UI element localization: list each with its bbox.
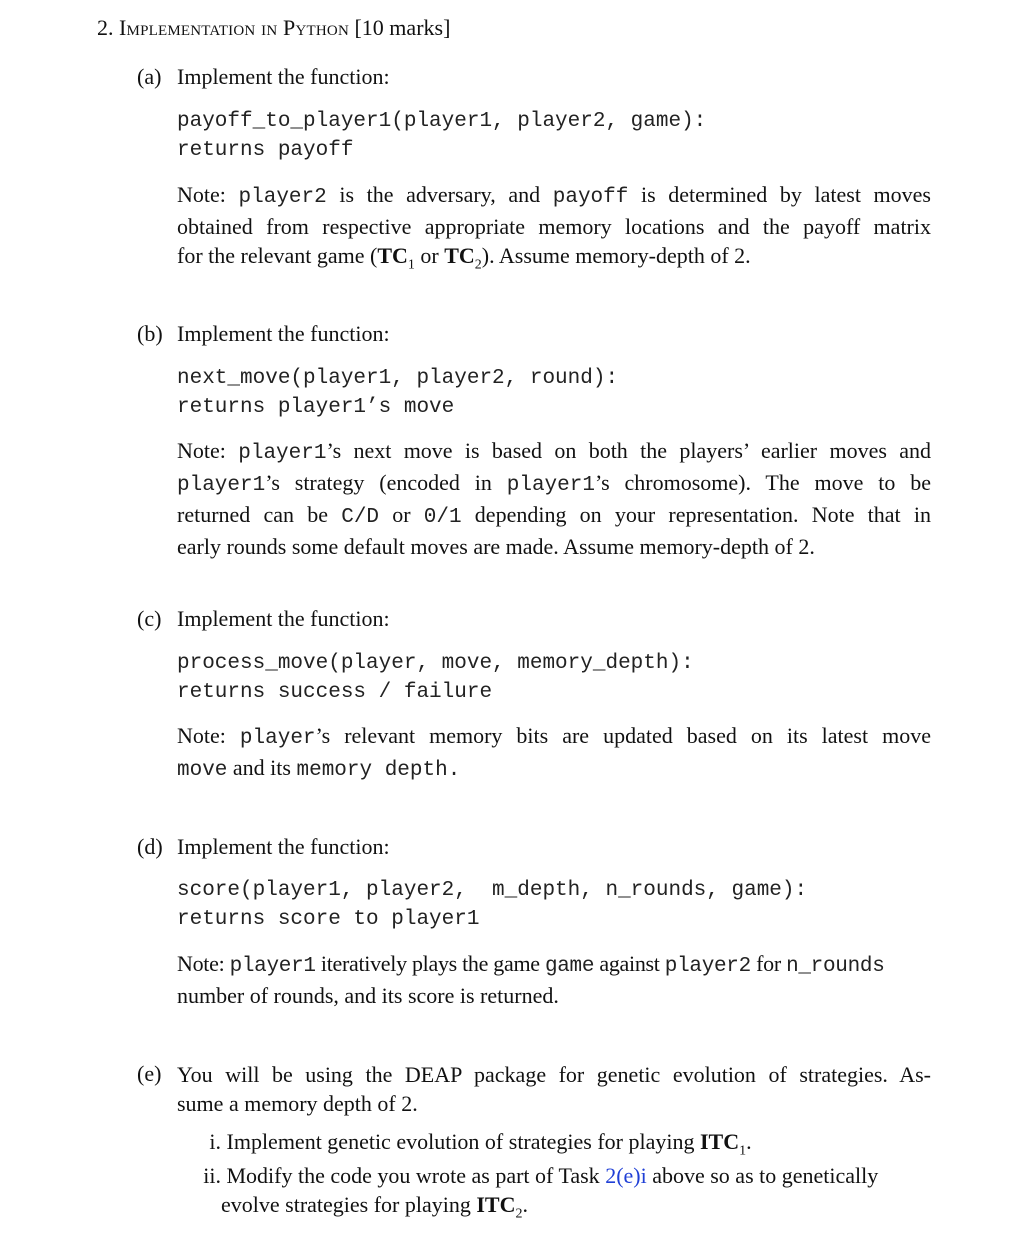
part-c-note: [177, 721, 931, 785]
part-c-intro: Implement the function:: [177, 606, 390, 631]
part-a-signature: payoff_to_player1(player1, player2, game):: [177, 110, 707, 133]
section-number: 2.: [97, 15, 114, 40]
part-e-item-ii: ii. Modify the code you wrote as part of Task 2(e)i above so as to genetically: [190, 1161, 878, 1190]
part-d-intro: Implement the function:: [177, 834, 390, 859]
note-line: number of rounds, and its score is returned.: [177, 983, 559, 1008]
note-line: returned can be C/D or 0/1 depending on your representation. Note that in: [177, 502, 931, 529]
part-a-note: [177, 180, 931, 279]
part-b-intro: Implement the function:: [177, 321, 390, 346]
note-line: move and its memory depth.: [177, 755, 461, 782]
section-heading: [97, 14, 450, 42]
part-e-item-ii-cont: evolve strategies for playing $ITC_2$.: [221, 1192, 528, 1222]
part-e-item-i: i. Implement genetic evolution of strategies for playing $ITC_1$.: [190, 1127, 752, 1165]
part-b-heading: [137, 320, 390, 348]
part-e-intro: [177, 1060, 931, 1118]
part-d-returns: returns score to player1: [177, 908, 480, 931]
part-d-signature: score(player1, player2, m_depth, n_rounds, game):: [177, 879, 808, 902]
part-c-signature: process_move(player, move, memory_depth):: [177, 652, 694, 675]
part-d-note: [177, 949, 977, 1010]
note-line: You will be using the DEAP package for genetic evolution of strategies. As-: [177, 1062, 931, 1087]
part-e-heading: [137, 1060, 177, 1088]
note-line: Note: player’s relevant memory bits are updated based on its latest move: [177, 723, 931, 750]
note-line: Note: player1 iteratively plays the game game against player2 for n_rounds: [177, 951, 885, 978]
item-number: i.: [209, 1129, 221, 1154]
section-title: Implementation in Python: [119, 15, 349, 40]
part-a-heading: [137, 63, 390, 91]
part-b-signature: next_move(player1, player2, round):: [177, 367, 619, 390]
item-number: ii.: [203, 1163, 221, 1188]
part-d-heading: [137, 833, 390, 861]
section-marks: [10 marks]: [354, 15, 451, 40]
part-a-intro: Implement the function:: [177, 64, 390, 89]
part-c-returns: returns success / failure: [177, 681, 493, 704]
part-e-label: (e): [137, 1061, 162, 1086]
part-a-label: (a): [137, 64, 162, 89]
note-line: obtained from respective appropriate memory locations and the payoff matrix: [177, 214, 931, 239]
note-line: Note: player1’s next move is based on both the players’ earlier moves and: [177, 438, 931, 465]
part-c-heading: [137, 605, 390, 633]
note-line: for the relevant game ($TC_1$ or $TC_2$). Assume memory-depth of 2.: [177, 243, 751, 273]
part-b-returns: returns player1’s move: [177, 396, 455, 419]
task-reference-link[interactable]: 2(e)i: [605, 1163, 647, 1188]
note-line: player1’s strategy (encoded in player1’s chromosome). The move to be: [177, 470, 931, 497]
part-c-label: (c): [137, 606, 162, 631]
part-d-label: (d): [137, 834, 163, 859]
note-line: sume a memory depth of 2.: [177, 1091, 418, 1116]
note-line: early rounds some default moves are made. Assume memory-depth of 2.: [177, 534, 815, 559]
part-b-note: [177, 436, 931, 561]
part-a-returns: returns payoff: [177, 139, 354, 162]
note-line: Note: player2 is the adversary, and payoff is determined by latest moves: [177, 182, 931, 209]
part-b-label: (b): [137, 321, 163, 346]
